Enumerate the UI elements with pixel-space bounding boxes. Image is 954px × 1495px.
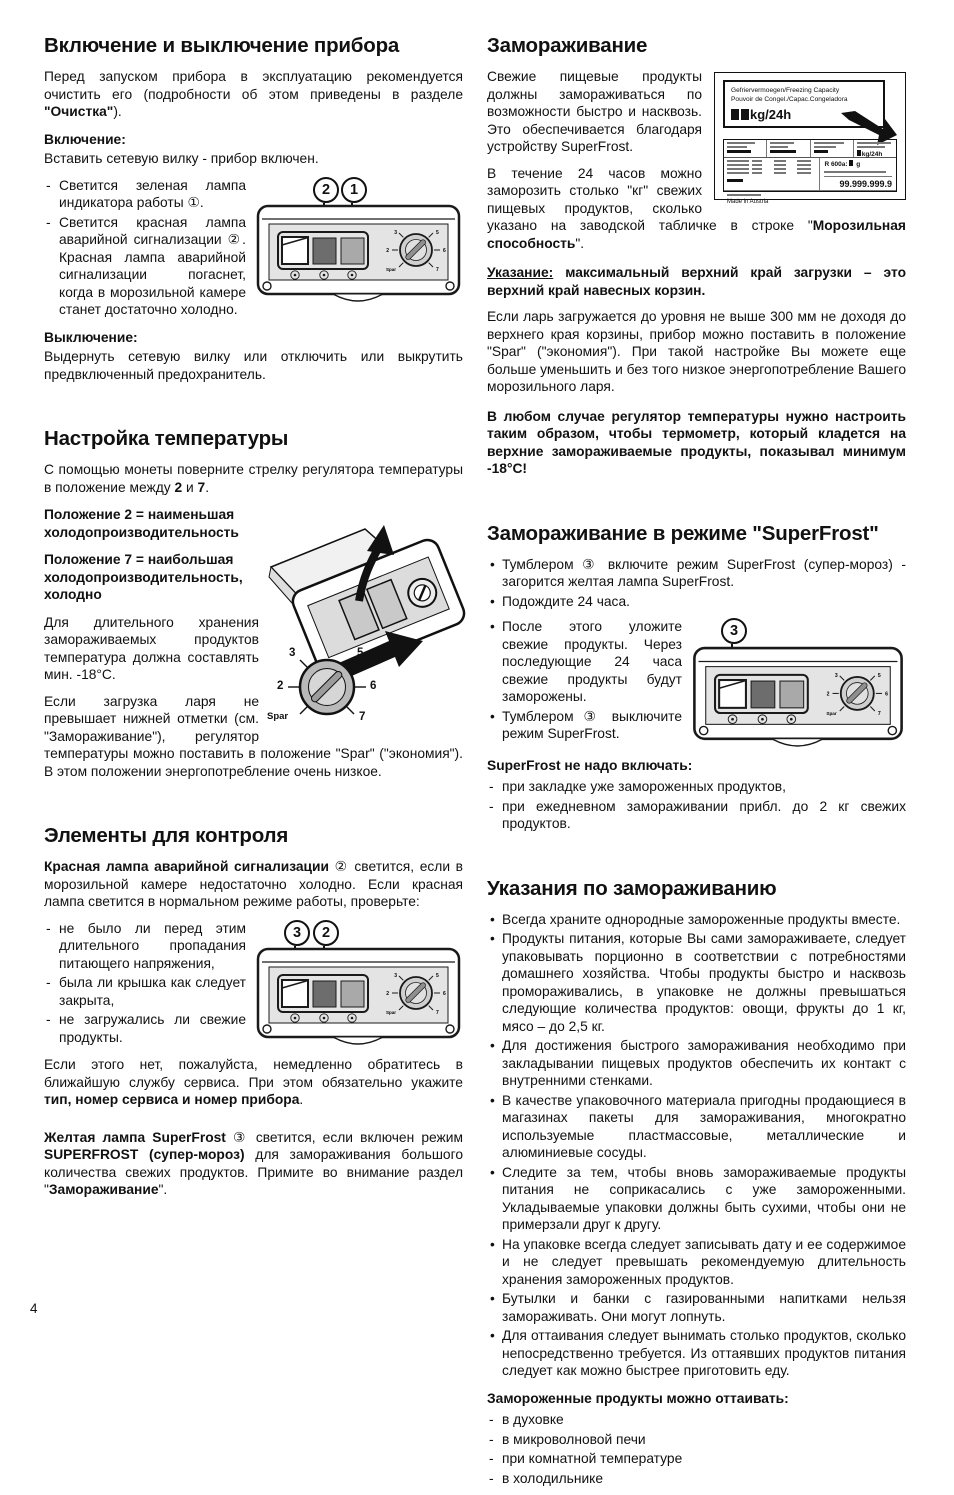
section-title-power: Включение и выключение прибора: [44, 34, 400, 57]
dial-tick-label: Spar: [385, 266, 396, 272]
dial-tick-label: 2: [386, 247, 389, 254]
power-off-text: Выдернуть сетевую вилку или отключить или выкрутить предвключенный предохранитель.: [44, 349, 463, 382]
plate-text-bars: [767, 140, 810, 157]
temperature-dial-figure: [267, 505, 463, 731]
type-plate-table: [723, 139, 897, 205]
list-item: - не загружались ли свежие продукты.: [44, 1011, 463, 1046]
freezing-p1: Свежие пищевые продукты должны замораживаться по возможности быстро и насквозь. Это обеспечивается благодаря устройству SuperFrost.: [487, 69, 702, 154]
dial-tick-label: 7: [436, 266, 439, 273]
tips-list: [487, 911, 906, 1380]
plate-line-2: Pouvoir de Congel./Capac.Congeladora: [731, 95, 848, 103]
callout-badge: 2: [313, 177, 339, 203]
list-item: - в холодильнике: [487, 1470, 906, 1488]
superfrost-skip-label: SuperFrost не надо включать:: [487, 757, 693, 773]
yellow-lamp-text: Желтая лампа SuperFrost ③ светится, если включен режим SUPERFROST (супер-мороз) для замораживания большого количества свежих продуктов. Примите во внимание раздел "Замораживание".: [44, 1129, 464, 1197]
storage-text: Для длительного хранения замораживаемых продуктов температура должна составлять мин. -18°C.: [44, 614, 259, 682]
section-superfrost: [487, 522, 906, 833]
superfrost-skip-list: [487, 778, 906, 833]
list-item: • На упаковке всегда следует записывать дату и ее содержимое и не следует превышать рекомендуемую длительность хранения замороженных продуктов.: [487, 1236, 906, 1289]
list-item: - Светится красная лампа аварийной сигнализации ②. Красная лампа аварийной сигнализации погаснет, когда в морозильной камере станет достаточно холодно.: [44, 214, 463, 319]
section-controls: [44, 824, 463, 1199]
section-title-freezing: Замораживание: [487, 34, 648, 57]
list-item: • Продукты питания, которые Вы сами замораживаете, следует упаковывать порционно в соответствии с потребностями домашнего хозяйства. Чтобы продукты быстро и насквозь промораживались, в упаковке не должны превышаться следующие количества продуктов: овощи, фрукты до 1 кг, мясо – до 2,5 кг.: [487, 930, 906, 1035]
dial-tick-label: 7: [436, 1009, 439, 1016]
list-item: • После этого уложите свежие продукты. Через последующие 24 часа свежие продукты будут заморожены.: [487, 618, 906, 706]
superfrost-steps-a: [487, 556, 906, 611]
list-item: - при ежедневном замораживании прибл. до 2 кг свежих продуктов.: [487, 798, 906, 833]
list-item: - Светится зеленая лампа индикатора работы ①.: [44, 177, 463, 212]
freezing-p3: Если ларь загружается до уровня не выше 300 мм не доходя до верхнего края корзины, прибор можно поставить в положение "Spar" ("экономия"). При такой настройке Вы можете еще больше уменьшить и без того низкое энергопотребление Вашего морозильного ларя.: [487, 309, 906, 394]
callout-badge: 3: [284, 920, 310, 946]
dial-tick-label: 6: [443, 247, 446, 254]
power-on-label: Включение:: [44, 131, 126, 147]
position-2-text: Положение 2 = наименьшая холодопроизводительность: [44, 507, 239, 540]
plate-text-bars: [724, 140, 767, 157]
section-freezing-tips: [487, 877, 906, 1488]
plate-made-in: Made in Austria: [724, 190, 896, 206]
plate-text-bars: [724, 158, 819, 190]
callout-badge: 3: [721, 618, 747, 644]
dial-label-5: 5: [357, 647, 364, 659]
section-title-temperature: Настройка температуры: [44, 427, 289, 450]
section-power-on-off: [44, 34, 463, 383]
list-item: • Тумблером ③ включите режим SuperFrost (супер-мороз) - загорится желтая лампа SuperFrost.: [487, 556, 906, 591]
power-on-text: Вставить сетевую вилку - прибор включен.: [44, 151, 319, 166]
dial-tick-label: 3: [834, 672, 838, 679]
power-on-list: [44, 177, 463, 319]
power-off-label: Выключение:: [44, 329, 138, 345]
plate-kg24-small: kg/24h: [857, 150, 893, 158]
dial-tick-label: 2: [386, 990, 389, 997]
position-7-text: Положение 7 = наибольшая холодопроизводительность, холодно: [44, 552, 243, 602]
dial-label-2: 2: [277, 680, 284, 692]
plate-header-row: [724, 140, 896, 158]
list-item: • Всегда храните однородные замороженные продукты вместе.: [487, 911, 906, 929]
tilted-panel-illustration: [267, 505, 463, 731]
check-list: [44, 920, 463, 1047]
dial-tick-label: 5: [436, 972, 439, 979]
dial-tick-label: 6: [885, 691, 888, 698]
page-number: 4: [30, 1301, 38, 1316]
list-item: • Бутылки и банки с газированными напитками нельзя замораживать. Они могут лопнуть.: [487, 1290, 906, 1325]
dial-tick-label: 3: [394, 972, 397, 979]
list-item: - при комнатной температуре: [487, 1450, 906, 1468]
placeholder-block: [857, 150, 861, 156]
dial-tick-label: 3: [394, 229, 397, 236]
dial-tick-label: 5: [436, 229, 439, 236]
dial-tick-label: Spar: [826, 711, 837, 717]
plate-refrigerant: R 600a: g: [824, 161, 861, 168]
dial-label-7: 7: [359, 711, 366, 723]
list-item: • Тумблером ③ выключите режим SuperFrost.: [487, 708, 906, 743]
spar-text: Если загрузка ларя не превышает нижней отметки (см. "Замораживание"), регулятор температуры можно поставить в положение "Spar" ("экономия"). В этом положении энергопотребление очень низкое.: [44, 693, 463, 779]
left-column: [44, 34, 463, 1208]
temperature-intro: С помощью монеты поверните стрелку регулятора температуры в положение между 2 и 7.: [44, 462, 463, 495]
superfrost-steps-b: [487, 618, 906, 743]
section-temperature: [44, 427, 463, 780]
dial-label-spar: Spar: [267, 711, 289, 722]
dial-label-6: 6: [370, 680, 377, 692]
plate-text-bars: [811, 140, 854, 157]
list-item: - в духовке: [487, 1411, 906, 1429]
freezing-note: Указание: максимальный верхний край загрузки – это верхний край навесных корзин.: [487, 265, 906, 298]
list-item: - была ли крышка как следует закрыта,: [44, 974, 463, 1009]
dial-label-3: 3: [289, 647, 296, 659]
freezing-p4: В любом случае регулятор температуры нужно настроить таким образом, чтобы термометр, который кладется на верхние замораживаемые продукты, показывал минимум -18°C!: [487, 408, 906, 476]
plate-line-1: Gefriervermoegen/Freezing Capacity: [731, 87, 840, 94]
list-item: • Подождите 24 часа.: [487, 593, 906, 611]
list-item: • В качестве упаковочного материала пригодны продающиеся в магазинах пакеты для замораживания, многократно используемые пластмассовые, металлические и алюминиевые сосуды.: [487, 1092, 906, 1162]
list-item: • Для достижения быстрого замораживания необходимо при закладывании пищевых продуктов обеспечить их контакт с внутренними стенками.: [487, 1037, 906, 1090]
list-item: - при закладке уже замороженных продуктов,: [487, 778, 906, 796]
callout-badge: 1: [341, 177, 367, 203]
plate-serial-number: 99.999.999.9: [824, 176, 892, 190]
service-text: Если этого нет, пожалуйста, немедленно обратитесь в ближайшую службу сервиса. При этом обязательно укажите тип, номер сервиса и номер прибора.: [44, 1057, 463, 1107]
dial-tick-label: 2: [826, 691, 830, 698]
thaw-list: [487, 1411, 906, 1487]
plate-right-cell: [819, 158, 896, 190]
type-plate-figure: [714, 72, 906, 205]
placeholder-block: [849, 160, 853, 166]
list-item: - не было ли перед этим длительного пропадания питающего напряжения,: [44, 920, 463, 973]
dial-tick-label: 6: [443, 990, 446, 997]
list-item: - в микроволновой печи: [487, 1431, 906, 1449]
power-intro: Перед запуском прибора в эксплуатацию рекомендуется очистить его (подробности об этом приведены в разделе "Очистка").: [44, 69, 463, 119]
dial-tick-label: 7: [877, 711, 881, 718]
red-lamp-text: Красная лампа аварийной сигнализации ② светится, если в морозильной камере недостаточно холодно. Если красная лампа светится в нормальном режиме работы, проверьте:: [44, 859, 463, 909]
dial-tick-label: 5: [877, 672, 881, 679]
plate-body-row: [724, 158, 896, 190]
section-freezing: [487, 34, 906, 478]
section-title-superfrost: Замораживание в режиме "SuperFrost": [487, 521, 879, 545]
list-item: • Для оттаивания следует вынимать столько продуктов, сколько непосредственно требуется. Из оттаявших продуктов питания следует как можно быстрее приготовить еду.: [487, 1327, 906, 1380]
list-item: • Следите за тем, чтобы вновь замораживаемые продукты питания не соприкасались с уже замороженными. Укладываемые упаковки должны быть сухими, чтобы они не примерзали друг к другу.: [487, 1164, 906, 1234]
dial-tick-label: Spar: [385, 1009, 396, 1015]
plate-capacity-cell: [854, 140, 896, 157]
thaw-label: Замороженные продукты можно оттаивать:: [487, 1390, 789, 1406]
section-title-tips: Указания по замораживанию: [487, 876, 777, 900]
section-title-controls: Элементы для контроля: [44, 824, 289, 847]
plate-capacity-value: kg/24h: [731, 107, 877, 122]
callout-badge: 2: [313, 920, 339, 946]
freezing-p2: В течение 24 часов можно заморозить столько "кг" свежих пищевых продуктов, сколько указано на заводской табличке в строке "Морозильная способность".: [487, 165, 906, 251]
placeholder-block: [741, 109, 749, 120]
right-column: [487, 34, 906, 1495]
placeholder-block: [731, 109, 739, 120]
